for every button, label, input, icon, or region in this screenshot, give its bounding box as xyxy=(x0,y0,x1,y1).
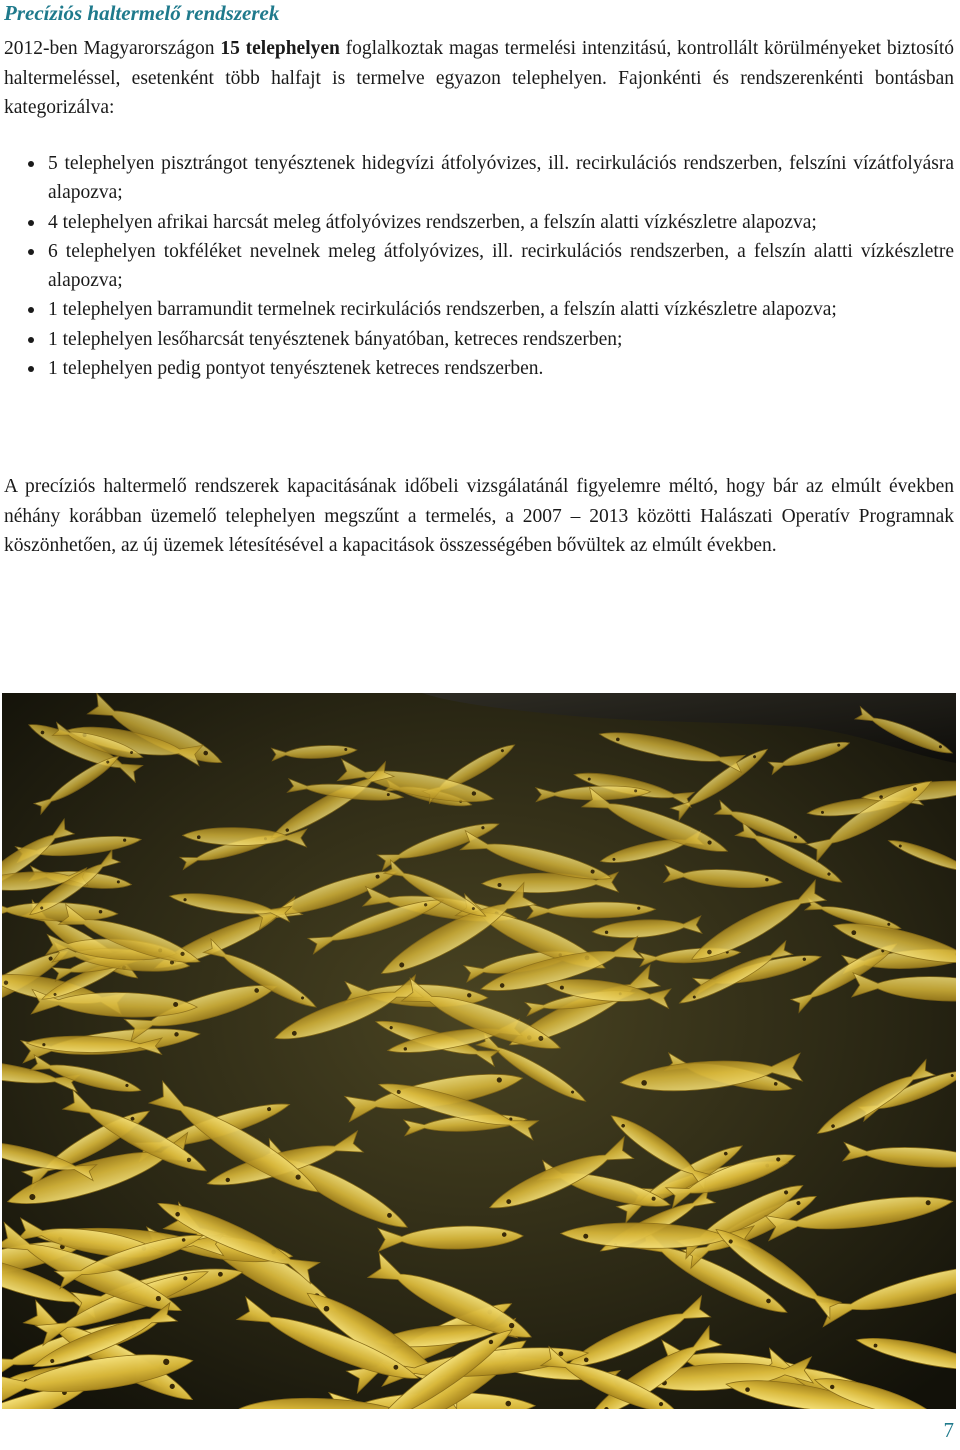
list-item xyxy=(18,208,954,237)
site-category-list xyxy=(18,149,954,383)
section-heading: Precíziós haltermelő rendszerek xyxy=(4,1,280,25)
list-item xyxy=(18,149,954,208)
list-item xyxy=(18,295,954,324)
list-item-text: 1 telephelyen barramundit termelnek recirkulációs rendszerben, a felszín alatti vízkészletre alapozva; xyxy=(48,299,837,321)
bullet-icon xyxy=(28,220,34,226)
list-item-text: 1 telephelyen lesőharcsát tenyésztenek bányatóban, ketreces rendszerben; xyxy=(48,328,623,350)
bullet-icon xyxy=(28,307,34,313)
list-item-text: 4 telephelyen afrikai harcsát meleg átfolyóvizes rendszerben, a felszín alatti vízkészletre alapozva; xyxy=(48,211,817,233)
bullet-icon xyxy=(28,366,34,372)
list-item-text: 1 telephelyen pedig pontyot tenyésztenek ketreces rendszerben. xyxy=(48,358,544,380)
list-item xyxy=(18,237,954,296)
intro-text-end: foglalkoztak magas termelési intenzitású, kontrollált körülményeket biztosító haltermeléssel, esetenként több halfajt is termelve egyazon telephelyen. Fajonkénti és rendszerenkénti bontásban kategorizálva: xyxy=(4,38,954,118)
bullet-icon xyxy=(28,161,34,167)
capacity-paragraph: A precíziós haltermelő rendszerek kapacitásának időbeli vizsgálatánál figyelemre méltó, hogy bár az elmúlt években néhány korábban üzemelő telephelyen megszűnt a termelés, a 2007 – 2013 közötti Halászati Operatív Programnak köszönhetően, az új üzemek létesítésével a kapacitások összességében bővültek az elmúlt években. xyxy=(4,476,954,556)
page-number: 7 xyxy=(943,1418,954,1442)
intro-bold-count: 15 telephelyen xyxy=(220,38,340,59)
fish-photo xyxy=(2,693,956,1409)
list-item xyxy=(18,325,954,354)
fish-school-illustration xyxy=(2,693,956,1409)
list-item xyxy=(18,354,954,383)
intro-text-start: 2012-ben Magyarországon xyxy=(4,38,221,59)
bullet-icon xyxy=(28,249,34,255)
intro-paragraph xyxy=(4,34,954,123)
list-item-text: 6 telephelyen tokféléket nevelnek meleg átfolyóvizes, ill. recirkulációs rendszerben, a felszín alatti vízkészletre alapozva; xyxy=(48,240,954,292)
bullet-icon xyxy=(28,337,34,343)
list-item-text: 5 telephelyen pisztrángot tenyésztenek hidegvízi átfolyóvizes, ill. recirkulációs rendszerben, felszíni vízátfolyásra alapozva; xyxy=(48,153,954,204)
